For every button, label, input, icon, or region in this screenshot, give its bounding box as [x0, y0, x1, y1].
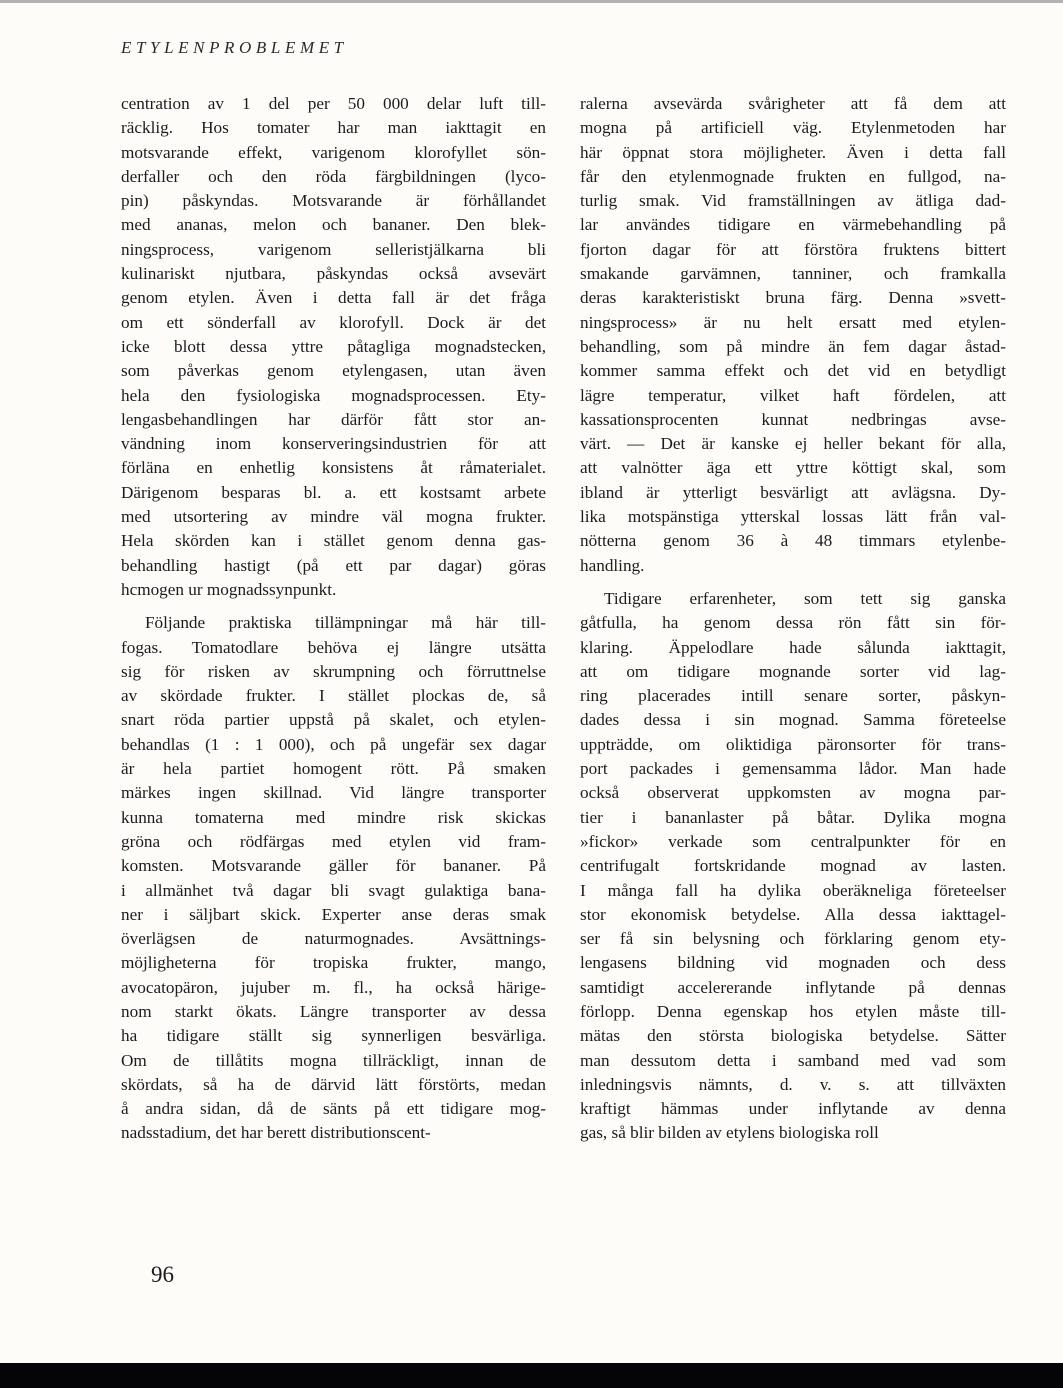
text-line: derfaller och den röda färgbildningen (lyco- [121, 166, 546, 186]
text-line: lika motspänstiga ytterskal lossas lätt från val- [580, 507, 1006, 527]
text-line: handling. [580, 555, 645, 575]
text-line: kassationsprocenten kunnat nedbringas avse- [580, 409, 1006, 429]
text-line: kommer samma effekt och det vid en betydligt [580, 361, 1006, 381]
text-line: förläna en enhetlig konsistens åt råmaterialet. [121, 458, 546, 478]
text-line: ner i säljbart skick. Experter anse deras smak [121, 904, 546, 924]
text-line: gröna och rödfärgas med etylen vid fram- [121, 831, 546, 851]
text-line: avocatopäron, jujuber m. fl., ha också härige- [121, 977, 546, 997]
text-line: ha tidigare ställt sig synnerligen besvärliga. [121, 1026, 546, 1046]
text-line: inledningsvis nämnts, d. v. s. att tillväxten [580, 1074, 1006, 1094]
text-line: icke blott dessa yttre påtagliga mognadstecken, [121, 336, 546, 356]
text-line: å andra sidan, då de sänts på ett tidigare mog- [121, 1099, 546, 1119]
text-line: lar användes tidigare en värmebehandling på [580, 215, 1006, 235]
paragraph [121, 92, 546, 602]
text-line: mogna på artificiell väg. Etylenmetoden har [580, 118, 1006, 138]
text-line: nadsstadium, det har berett distributionscent- [121, 1123, 431, 1143]
text-line: behandling hastigt (på ett par dagar) göras [121, 555, 546, 575]
text-line: med ananas, melon och bananer. Den blek- [121, 215, 546, 235]
text-line: av skördade frukter. I stället plockas de, så [121, 686, 546, 706]
text-line: »fickor» verkade som centralpunkter för en [580, 831, 1006, 851]
text-line: man dessutom detta i samband med vad som [580, 1050, 1006, 1070]
text-line: klaring. Äppelodlare hade sålunda iakttagit, [580, 637, 1006, 657]
text-line: förlopp. Denna egenskap hos etylen måste till- [580, 1001, 1006, 1021]
paragraph [121, 611, 546, 1146]
right-column [580, 92, 1006, 1146]
text-line: lengasbehandlingen har därför fått stor an- [121, 409, 546, 429]
text-line: stor ekonomisk betydelse. Alla dessa iakttagel- [580, 904, 1006, 924]
paragraph [580, 587, 1006, 1146]
text-line: behandlas (1 : 1 000), och på ungefär sex dagar [121, 734, 546, 754]
paragraph [580, 92, 1006, 578]
text-line: smakande garvämnen, tanniner, och framkalla [580, 264, 1006, 284]
text-line: gas, så blir bilden av etylens biologiska roll [580, 1123, 879, 1143]
text-line: centrifugalt fortskridande mognad av lasten. [580, 856, 1006, 876]
text-line: att valnötter äga ett yttre köttigt skal, som [580, 458, 1006, 478]
text-line: hcmogen ur mognadssynpunkt. [121, 579, 337, 599]
running-head: ETYLENPROBLEMET [121, 38, 348, 57]
text-line: fjorton dagar för att förstöra fruktens bittert [580, 239, 1006, 259]
text-line: ibland är ytterligt besvärligt att avlägsna. Dy- [580, 482, 1006, 502]
text-line: port packades i gemensamma lådor. Man hade [580, 759, 1006, 779]
text-line: med utsortering av mindre väl mogna frukter. [121, 507, 546, 527]
text-line: dades dessa i sin mognad. Samma företeelse [580, 710, 1006, 730]
text-line: Om de tillåtits mogna tillräckligt, innan de [121, 1050, 546, 1070]
text-line: Hela skörden kan i stället genom denna gas- [121, 531, 546, 551]
text-line: ser få sin belysning och förklaring genom ety- [580, 929, 1006, 949]
text-line: ningsprocess» är nu helt ersatt med etylen- [580, 312, 1006, 332]
text-line: sig för risken av skrumpning och förruttnelse [121, 661, 546, 681]
text-line: kunna tomaterna med mindre risk skickas [121, 807, 546, 827]
text-line: skördats, så ha de därvid lätt förstörts, medan [121, 1074, 546, 1094]
text-line: turlig smak. Vid framställningen av ätliga dad- [580, 191, 1006, 211]
text-line: också observerat uppkomsten av mogna par- [580, 783, 1006, 803]
text-line: Följande praktiska tillämpningar må här till- [145, 613, 546, 633]
text-line: att om tidigare mognande sorter vid lag- [580, 661, 1006, 681]
scan-top-edge [0, 0, 1063, 3]
text-line: tier i bananlaster på båtar. Dylika mogna [580, 807, 1006, 827]
text-line: som påverkas genom etylengasen, utan även [121, 361, 546, 381]
text-line: kulinariskt njutbara, påskyndas också avsevärt [121, 264, 546, 284]
text-line: möjligheterna för tropiska frukter, mango, [121, 953, 546, 973]
text-line: centration av 1 del per 50 000 delar luft till- [121, 94, 546, 113]
text-line: genom etylen. Även i detta fall är det fråga [121, 288, 546, 308]
text-line: ring placerades intill senare sorter, påskyn- [580, 686, 1006, 706]
text-line: fogas. Tomatodlare behöva ej längre utsätta [121, 637, 546, 657]
text-line: får den etylenmognade frukten en fullgod, na- [580, 166, 1006, 186]
text-line: i allmänhet två dagar bli svagt gulaktiga bana- [121, 880, 546, 900]
text-line: hela den fysiologiska mognadsprocessen. Ety- [121, 385, 546, 405]
text-line: lägre temperatur, vilket haft fördelen, att [580, 385, 1006, 405]
text-line: gåtfulla, ha genom dessa rön fått sin för- [580, 613, 1006, 633]
text-line: kraftigt hämmas under inflytande av denna [580, 1099, 1006, 1119]
text-line: Tidigare erfarenheter, som tett sig ganska [604, 588, 1006, 608]
text-line: nom starkt ökats. Längre transporter av dessa [121, 1001, 546, 1021]
text-line: här öppnat stora möjligheter. Även i detta fall [580, 142, 1006, 162]
text-line: räcklig. Hos tomater har man iakttagit en [121, 118, 546, 138]
text-line: behandling, som på mindre än fem dagar åstad- [580, 336, 1006, 356]
text-line: ralerna avsevärda svårigheter att få dem att [580, 94, 1006, 113]
text-line: uppträdde, om oliktidiga päronsorter för trans- [580, 734, 1006, 754]
text-line: är hela partiet homogent rött. På smaken [121, 759, 546, 779]
text-line: märkes ingen skillnad. Vid längre transporter [121, 783, 546, 803]
text-line: snart röda partier uppstå på skalet, och etylen- [121, 710, 546, 730]
text-line: ningsprocess, varigenom selleristjälkarna bli [121, 239, 546, 259]
text-line: överlägsen de naturmognades. Avsättnings- [121, 929, 546, 949]
text-line: deras karakteristiskt bruna färg. Denna »svett- [580, 288, 1006, 308]
left-column [121, 92, 546, 1146]
text-line: värt. — Det är kanske ej heller bekant för alla, [580, 434, 1006, 454]
text-line: Därigenom besparas bl. a. ett kostsamt arbete [121, 482, 546, 502]
text-line: nötterna genom 36 à 48 timmars etylenbe- [580, 531, 1006, 551]
text-line: pin) påskyndas. Motsvarande är förhållandet [121, 191, 546, 211]
text-line: komsten. Motsvarande gäller för bananer. På [121, 856, 546, 876]
scan-bottom-border [0, 1363, 1063, 1388]
text-line: om ett sönderfall av klorofyll. Dock är det [121, 312, 546, 332]
text-line: mätas den största biologiska betydelse. Sätter [580, 1026, 1006, 1046]
text-line: lengasens bildning vid mognaden och dess [580, 953, 1006, 973]
page-number: 96 [151, 1262, 174, 1287]
text-line: vändning inom konserveringsindustrien för att [121, 434, 546, 454]
text-line: samtidigt accelererande inflytande på dennas [580, 977, 1006, 997]
text-line: I många fall ha dylika oberäkneliga företeelser [580, 880, 1006, 900]
text-line: motsvarande effekt, varigenom klorofyllet sön- [121, 142, 546, 162]
